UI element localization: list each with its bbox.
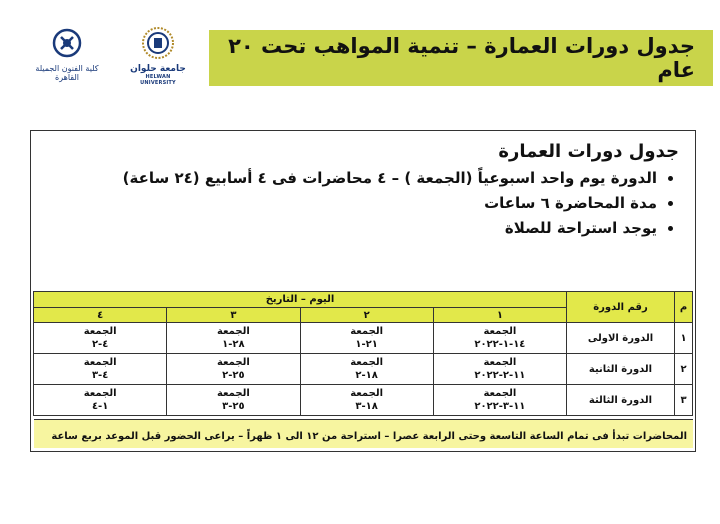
course-name: الدورة الاولى [567,323,675,354]
session-day: الجمعة [216,326,250,337]
table-row [34,354,693,385]
session-day: الجمعة [350,357,384,368]
session-cell [300,385,433,416]
session-date: ١٤-١-٢٠٢٢ [474,339,526,350]
week-header: ٢ [300,308,433,323]
col-header-course: رقم الدورة [567,292,675,323]
intro-title: جدول دورات العمارة [498,141,679,162]
row-number: ١ [675,323,693,354]
intro-bullet: • الدورة يوم واحد اسبوعياً (الجمعة ) – ٤ محاضرات فى ٤ أسابيع (٢٤ ساعة) [79,166,657,191]
session-date: ١١-٢-٢٠٢٢ [474,370,526,381]
session-cell [167,354,300,385]
session-date: ١-٤ [91,401,109,412]
week-header: ٣ [167,308,300,323]
session-day: الجمعة [83,357,117,368]
header-bar [209,30,713,86]
session-day: الجمعة [216,357,250,368]
session-cell [300,354,433,385]
session-day: الجمعة [483,388,517,399]
week-header: ١ [433,308,566,323]
session-day: الجمعة [350,326,384,337]
fine-arts-logo [22,28,112,88]
session-date: ٢٥-٢ [222,370,245,381]
helwan-emblem-icon [141,26,175,60]
week-header: ٤ [34,308,167,323]
row-number: ٣ [675,385,693,416]
page-title: جدول دورات العمارة – تنمية المواهب تحت ٢٠ عام [228,34,695,82]
helwan-name-ar: جامعة حلوان [130,64,186,74]
session-day: الجمعة [350,388,384,399]
intro-section [79,141,679,241]
schedule-table [33,291,693,416]
session-cell [34,354,167,385]
course-name: الدورة الثانية [567,354,675,385]
session-date: ٢١-١ [355,339,378,350]
session-date: ٤-٢ [91,339,109,350]
table-header-row [34,292,693,308]
session-date: ٢٨-١ [222,339,245,350]
fine-arts-emblem-icon [52,28,82,58]
session-cell [433,385,566,416]
table-row [34,323,693,354]
session-date: ٢٥-٣ [222,401,245,412]
intro-bullet: • يوجد استراحة للصلاة [79,216,657,241]
session-day: الجمعة [83,388,117,399]
session-date: ١٨-٣ [355,401,378,412]
col-header-daydate: اليوم – التاريخ [34,292,567,308]
intro-bullets [79,166,679,241]
session-cell [34,385,167,416]
session-day: الجمعة [83,326,117,337]
session-cell [167,323,300,354]
fine-arts-name: كلية الفنون الجميلة [35,64,99,73]
session-cell [300,323,433,354]
fine-arts-city: القاهرة [55,73,79,82]
session-date: ٤-٣ [91,370,109,381]
table-row [34,385,693,416]
helwan-logo [128,26,188,88]
footer-note: المحاضرات تبدأ فى تمام الساعة التاسعة وحتى الرابعة عصرا – استراحة من ١٢ الى ١ ظهراً – يراعى الحضور قبل الموعد بربع ساعة [34,419,693,448]
intro-bullet: • مدة المحاضرة ٦ ساعات [79,191,657,216]
session-cell [34,323,167,354]
helwan-name-en: HELWAN UNIVERSITY [140,74,176,86]
session-date: ١١-٣-٢٠٢٢ [474,401,526,412]
session-date: ١٨-٢ [355,370,378,381]
session-day: الجمعة [216,388,250,399]
schedule-panel [30,130,696,452]
session-day: الجمعة [483,357,517,368]
course-name: الدورة الثالثة [567,385,675,416]
session-cell [167,385,300,416]
col-header-m: م [675,292,693,323]
session-cell [433,323,566,354]
session-cell [433,354,566,385]
session-day: الجمعة [483,326,517,337]
row-number: ٢ [675,354,693,385]
